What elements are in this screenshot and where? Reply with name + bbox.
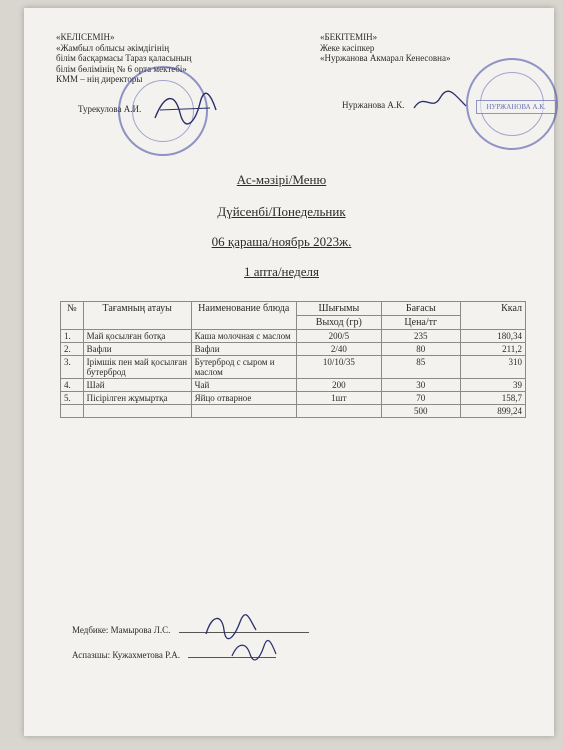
table-total-row [61, 405, 526, 418]
entrepreneur-stamp [466, 58, 558, 150]
approval-right-line: Жеке кәсіпкер [320, 42, 375, 53]
day-title: Дүйсенбі/Понедельник [217, 204, 346, 219]
col-header-price-ru: Цена/тг [381, 316, 460, 330]
cell-name-kz: Вафли [83, 343, 191, 356]
cell-num: 3. [61, 356, 84, 379]
cell-name-ru: Вафли [191, 343, 296, 356]
table-header-row [61, 302, 526, 316]
approval-right-title: «БЕКІТЕМІН» [320, 32, 378, 42]
cell-name-ru: Каша молочная с маслом [191, 330, 296, 343]
cell-empty [191, 405, 296, 418]
table-row [61, 356, 526, 379]
col-header-output-kz: Шығымы [296, 302, 381, 316]
approval-right-signer: Нуржанова А.К. [342, 100, 405, 110]
cell-total-kcal: 899,24 [460, 405, 525, 418]
menu-table [60, 301, 526, 418]
cook-label: Аспазшы: Кужахметова Р.А. [72, 650, 181, 660]
cell-output: 10/10/35 [296, 356, 381, 379]
table-row [61, 379, 526, 392]
approval-left-line: білім бөлімінің № 6 орта мектебі» [56, 63, 187, 74]
col-header-kcal: Ккал [460, 302, 525, 330]
cell-empty [61, 405, 84, 418]
approval-left-line: КММ – нің директоры [56, 74, 143, 84]
approval-left-line: «Жамбыл облысы әкімдігінің [56, 42, 170, 53]
col-header-name-kz: Тағамның атауы [83, 302, 191, 330]
nurse-label: Медбике: Мамырова Л.С. [72, 625, 171, 635]
cell-total-price: 500 [381, 405, 460, 418]
approval-left-signer: Турекулова А.И. [78, 104, 142, 114]
approval-left-title: «КЕЛІСЕМІН» [56, 32, 115, 42]
cook-signature [228, 636, 278, 662]
cell-output: 2/40 [296, 343, 381, 356]
menu-title: Ас-мәзірі/Меню [236, 172, 327, 187]
approval-right-line: «Нуржанова Акмарал Кенесовна» [320, 53, 451, 63]
cell-price: 235 [381, 330, 460, 343]
col-header-num: № [61, 302, 84, 330]
cell-name-kz: Ірімшік пен май қосылған бутерброд [83, 356, 191, 379]
cell-kcal: 310 [460, 356, 525, 379]
cell-output: 1шт [296, 392, 381, 405]
cell-kcal: 211,2 [460, 343, 525, 356]
stamp-band-text: НУРЖАНОВА А.К. [476, 100, 556, 114]
table-row [61, 343, 526, 356]
cell-price: 80 [381, 343, 460, 356]
cell-num: 2. [61, 343, 84, 356]
cell-kcal: 158,7 [460, 392, 525, 405]
cell-kcal: 39 [460, 379, 525, 392]
col-header-name-ru: Наименование блюда [191, 302, 296, 330]
cell-name-ru: Бутерброд с сыром и маслом [191, 356, 296, 379]
cell-kcal: 180,34 [460, 330, 525, 343]
cell-num: 1. [61, 330, 84, 343]
cell-price: 85 [381, 356, 460, 379]
cell-num: 4. [61, 379, 84, 392]
cell-name-kz: Пісірілген жұмыртқа [83, 392, 191, 405]
director-signature [150, 88, 220, 128]
table-row [61, 330, 526, 343]
cell-empty [83, 405, 191, 418]
cell-name-ru: Яйцо отварное [191, 392, 296, 405]
cell-price: 30 [381, 379, 460, 392]
cell-output: 200/5 [296, 330, 381, 343]
cell-output: 200 [296, 379, 381, 392]
cell-num: 5. [61, 392, 84, 405]
table-row [61, 392, 526, 405]
cell-price: 70 [381, 392, 460, 405]
approval-right-block [320, 32, 520, 64]
entrepreneur-signature [410, 88, 470, 118]
cell-name-kz: Май қосылған ботқа [83, 330, 191, 343]
date-title: 06 қараша/ноябрь 2023ж. [211, 234, 352, 249]
cell-name-ru: Чай [191, 379, 296, 392]
nurse-line [72, 625, 309, 635]
cell-name-kz: Шәй [83, 379, 191, 392]
col-header-output-ru: Выход (гр) [296, 316, 381, 330]
cell-empty [296, 405, 381, 418]
col-header-price-kz: Бағасы [381, 302, 460, 316]
week-title: 1 апта/неделя [244, 264, 319, 279]
approval-left-line: білім басқармасы Тараз қаласының [56, 53, 192, 63]
